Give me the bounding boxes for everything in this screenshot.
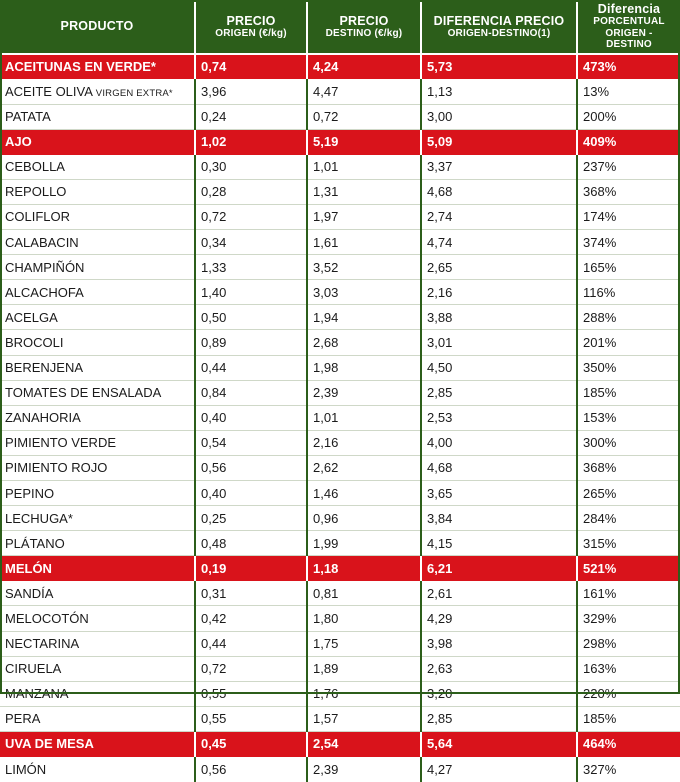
- table-row: [0, 355, 680, 380]
- cell-precio-origen: 0,40: [195, 480, 307, 505]
- cell-producto: REPOLLO: [0, 179, 195, 204]
- cell-diferencia-porcentual: 368%: [577, 455, 680, 480]
- cell-diferencia-precio: 2,53: [421, 405, 577, 430]
- cell-producto: CIRUELA: [0, 656, 195, 681]
- table-row: [0, 757, 680, 782]
- cell-producto: [0, 79, 195, 104]
- cell-precio-origen: 0,42: [195, 606, 307, 631]
- cell-precio-destino: 1,99: [307, 531, 421, 556]
- cell-diferencia-porcentual: 185%: [577, 706, 680, 731]
- cell-diferencia-porcentual: 174%: [577, 204, 680, 229]
- column-header-precio-destino: [307, 0, 421, 54]
- column-header-diferencia-porcentual-sub: PORCENTUAL: [593, 16, 665, 28]
- cell-diferencia-porcentual: 200%: [577, 104, 680, 129]
- cell-precio-destino: 3,52: [307, 255, 421, 280]
- cell-diferencia-precio: 2,61: [421, 581, 577, 606]
- cell-precio-destino: 2,54: [307, 731, 421, 756]
- cell-diferencia-porcentual: 521%: [577, 556, 680, 581]
- cell-diferencia-porcentual: 298%: [577, 631, 680, 656]
- cell-precio-origen: 3,96: [195, 79, 307, 104]
- cell-diferencia-precio: 5,73: [421, 54, 577, 79]
- column-header-precio-origen-sub: ORIGEN (€/kg): [215, 27, 287, 39]
- cell-producto: MELÓN: [0, 556, 195, 581]
- cell-diferencia-porcentual: 13%: [577, 79, 680, 104]
- cell-diferencia-precio: 4,74: [421, 230, 577, 255]
- table-row: [0, 531, 680, 556]
- cell-diferencia-porcentual: 300%: [577, 430, 680, 455]
- cell-precio-origen: 0,34: [195, 230, 307, 255]
- cell-diferencia-precio: 2,74: [421, 204, 577, 229]
- table-row: [0, 154, 680, 179]
- cell-diferencia-precio: 4,27: [421, 757, 577, 782]
- cell-precio-origen: 0,55: [195, 681, 307, 706]
- cell-diferencia-porcentual: 220%: [577, 681, 680, 706]
- cell-diferencia-porcentual: 163%: [577, 656, 680, 681]
- cell-diferencia-porcentual: 464%: [577, 731, 680, 756]
- cell-precio-origen: 0,89: [195, 330, 307, 355]
- cell-diferencia-porcentual: 327%: [577, 757, 680, 782]
- cell-diferencia-porcentual: 284%: [577, 506, 680, 531]
- column-header-precio-origen-label: PRECIO: [226, 13, 276, 28]
- cell-producto-qualifier: VIRGEN EXTRA*: [95, 88, 173, 100]
- cell-producto: PATATA: [0, 104, 195, 129]
- column-header-diferencia-porcentual-sub2: ORIGEN - DESTINO: [605, 27, 653, 51]
- cell-diferencia-porcentual: 161%: [577, 581, 680, 606]
- cell-diferencia-precio: 3,20: [421, 681, 577, 706]
- column-header-precio-destino-label: PRECIO: [339, 13, 389, 28]
- cell-precio-origen: 0,56: [195, 455, 307, 480]
- cell-precio-destino: 1,80: [307, 606, 421, 631]
- cell-producto: MANZANA: [0, 681, 195, 706]
- table-header: [0, 0, 680, 54]
- cell-diferencia-precio: 3,65: [421, 480, 577, 505]
- cell-diferencia-precio: 2,85: [421, 706, 577, 731]
- cell-precio-destino: 1,98: [307, 355, 421, 380]
- table-row: [0, 79, 680, 104]
- cell-precio-destino: 3,03: [307, 280, 421, 305]
- cell-producto: AJO: [0, 129, 195, 154]
- cell-precio-destino: 1,01: [307, 405, 421, 430]
- table-row: [0, 631, 680, 656]
- cell-diferencia-precio: 5,64: [421, 731, 577, 756]
- cell-precio-destino: 1,89: [307, 656, 421, 681]
- cell-precio-origen: 0,55: [195, 706, 307, 731]
- cell-precio-destino: 2,68: [307, 330, 421, 355]
- cell-diferencia-precio: 4,68: [421, 455, 577, 480]
- cell-precio-destino: 1,01: [307, 154, 421, 179]
- cell-diferencia-precio: 3,88: [421, 305, 577, 330]
- cell-precio-origen: 0,50: [195, 305, 307, 330]
- cell-precio-origen: 0,48: [195, 531, 307, 556]
- cell-precio-destino: 1,31: [307, 179, 421, 204]
- column-header-producto: [0, 0, 195, 54]
- table-row: [0, 330, 680, 355]
- cell-precio-origen: 0,84: [195, 380, 307, 405]
- cell-diferencia-precio: 3,84: [421, 506, 577, 531]
- table-row: [0, 731, 680, 756]
- table-row: [0, 129, 680, 154]
- table-row: [0, 706, 680, 731]
- table-row: [0, 405, 680, 430]
- cell-diferencia-precio: 4,50: [421, 355, 577, 380]
- column-header-diferencia-precio: [421, 0, 577, 54]
- cell-diferencia-precio: 2,63: [421, 656, 577, 681]
- cell-diferencia-porcentual: 374%: [577, 230, 680, 255]
- cell-diferencia-porcentual: 201%: [577, 330, 680, 355]
- cell-producto: NECTARINA: [0, 631, 195, 656]
- table-row: [0, 204, 680, 229]
- cell-diferencia-precio: 2,85: [421, 380, 577, 405]
- cell-producto: LIMÓN: [0, 757, 195, 782]
- cell-diferencia-precio: 2,16: [421, 280, 577, 305]
- cell-producto: PEPINO: [0, 480, 195, 505]
- cell-producto: CHAMPIÑÓN: [0, 255, 195, 280]
- table-row: [0, 455, 680, 480]
- cell-precio-destino: 1,76: [307, 681, 421, 706]
- cell-diferencia-precio: 4,68: [421, 179, 577, 204]
- cell-precio-origen: 1,40: [195, 280, 307, 305]
- cell-precio-destino: 1,94: [307, 305, 421, 330]
- cell-precio-destino: 4,24: [307, 54, 421, 79]
- cell-diferencia-precio: 3,98: [421, 631, 577, 656]
- cell-diferencia-precio: 6,21: [421, 556, 577, 581]
- cell-diferencia-porcentual: 473%: [577, 54, 680, 79]
- cell-precio-destino: 0,96: [307, 506, 421, 531]
- cell-diferencia-precio: 5,09: [421, 129, 577, 154]
- cell-precio-origen: 0,25: [195, 506, 307, 531]
- cell-producto: COLIFLOR: [0, 204, 195, 229]
- table-row: [0, 581, 680, 606]
- cell-producto: TOMATES DE ENSALADA: [0, 380, 195, 405]
- table-row: [0, 305, 680, 330]
- cell-diferencia-porcentual: 409%: [577, 129, 680, 154]
- cell-producto: PERA: [0, 706, 195, 731]
- cell-precio-destino: 2,39: [307, 757, 421, 782]
- cell-producto: PLÁTANO: [0, 531, 195, 556]
- cell-diferencia-precio: 4,29: [421, 606, 577, 631]
- cell-diferencia-precio: 3,00: [421, 104, 577, 129]
- cell-producto: ACELGA: [0, 305, 195, 330]
- cell-precio-origen: 0,45: [195, 731, 307, 756]
- cell-producto: MELOCOTÓN: [0, 606, 195, 631]
- table-row: [0, 681, 680, 706]
- cell-precio-destino: 1,18: [307, 556, 421, 581]
- cell-precio-origen: 1,02: [195, 129, 307, 154]
- column-header-diferencia-precio-label: DIFERENCIA PRECIO: [433, 13, 565, 28]
- table-header-row: [0, 0, 680, 54]
- cell-precio-origen: 0,72: [195, 204, 307, 229]
- table-row: [0, 656, 680, 681]
- table-row: [0, 230, 680, 255]
- cell-precio-destino: 4,47: [307, 79, 421, 104]
- cell-producto: ALCACHOFA: [0, 280, 195, 305]
- cell-precio-destino: 1,46: [307, 480, 421, 505]
- cell-precio-origen: 0,24: [195, 104, 307, 129]
- cell-diferencia-porcentual: 329%: [577, 606, 680, 631]
- cell-producto: CEBOLLA: [0, 154, 195, 179]
- cell-precio-destino: 0,72: [307, 104, 421, 129]
- cell-precio-destino: 1,61: [307, 230, 421, 255]
- cell-precio-origen: 0,44: [195, 631, 307, 656]
- cell-diferencia-porcentual: 185%: [577, 380, 680, 405]
- cell-diferencia-precio: 3,37: [421, 154, 577, 179]
- column-header-precio-origen: [195, 0, 307, 54]
- table-row: [0, 430, 680, 455]
- cell-producto: BERENJENA: [0, 355, 195, 380]
- cell-diferencia-precio: 1,13: [421, 79, 577, 104]
- cell-diferencia-porcentual: 288%: [577, 305, 680, 330]
- cell-precio-destino: 1,75: [307, 631, 421, 656]
- cell-producto: PIMIENTO VERDE: [0, 430, 195, 455]
- cell-diferencia-porcentual: 116%: [577, 280, 680, 305]
- cell-precio-origen: 1,33: [195, 255, 307, 280]
- cell-diferencia-precio: 2,65: [421, 255, 577, 280]
- cell-diferencia-precio: 4,15: [421, 531, 577, 556]
- cell-diferencia-porcentual: 315%: [577, 531, 680, 556]
- cell-producto: ACEITUNAS EN VERDE*: [0, 54, 195, 79]
- cell-precio-destino: 1,97: [307, 204, 421, 229]
- cell-precio-origen: 0,31: [195, 581, 307, 606]
- cell-precio-destino: 5,19: [307, 129, 421, 154]
- cell-diferencia-porcentual: 350%: [577, 355, 680, 380]
- cell-diferencia-porcentual: 165%: [577, 255, 680, 280]
- cell-precio-origen: 0,28: [195, 179, 307, 204]
- cell-diferencia-porcentual: 153%: [577, 405, 680, 430]
- table-row: [0, 54, 680, 79]
- cell-producto: ZANAHORIA: [0, 405, 195, 430]
- cell-precio-origen: 0,56: [195, 757, 307, 782]
- table-row: [0, 255, 680, 280]
- table-row: [0, 556, 680, 581]
- cell-producto: CALABACIN: [0, 230, 195, 255]
- cell-precio-destino: 2,39: [307, 380, 421, 405]
- table-row: [0, 606, 680, 631]
- cell-diferencia-porcentual: 237%: [577, 154, 680, 179]
- table-row: [0, 380, 680, 405]
- cell-producto-main: ACEITE OLIVA: [5, 84, 96, 100]
- cell-precio-origen: 0,40: [195, 405, 307, 430]
- column-header-precio-destino-sub: DESTINO (€/kg): [325, 27, 403, 39]
- cell-diferencia-porcentual: 265%: [577, 480, 680, 505]
- column-header-diferencia-precio-sub: ORIGEN-DESTINO(1): [447, 27, 551, 39]
- cell-precio-origen: 0,19: [195, 556, 307, 581]
- cell-producto: PIMIENTO ROJO: [0, 455, 195, 480]
- column-header-diferencia-porcentual-label: Diferencia: [597, 2, 661, 16]
- cell-diferencia-porcentual: 368%: [577, 179, 680, 204]
- column-header-diferencia-porcentual: [577, 0, 680, 54]
- cell-precio-origen: 0,54: [195, 430, 307, 455]
- cell-diferencia-precio: 4,00: [421, 430, 577, 455]
- table-body: [0, 54, 680, 782]
- cell-precio-origen: 0,44: [195, 355, 307, 380]
- cell-diferencia-precio: 3,01: [421, 330, 577, 355]
- table-row: [0, 280, 680, 305]
- cell-producto: BROCOLI: [0, 330, 195, 355]
- cell-producto: UVA DE MESA: [0, 731, 195, 756]
- cell-producto: SANDÍA: [0, 581, 195, 606]
- cell-precio-origen: 0,30: [195, 154, 307, 179]
- cell-precio-destino: 0,81: [307, 581, 421, 606]
- cell-precio-origen: 0,74: [195, 54, 307, 79]
- cell-precio-origen: 0,72: [195, 656, 307, 681]
- table-row: [0, 506, 680, 531]
- table-row: [0, 104, 680, 129]
- cell-precio-destino: 1,57: [307, 706, 421, 731]
- table-row: [0, 480, 680, 505]
- column-header-producto-label: PRODUCTO: [60, 19, 134, 34]
- table-row: [0, 179, 680, 204]
- cell-producto: LECHUGA*: [0, 506, 195, 531]
- cell-precio-destino: 2,62: [307, 455, 421, 480]
- cell-precio-destino: 2,16: [307, 430, 421, 455]
